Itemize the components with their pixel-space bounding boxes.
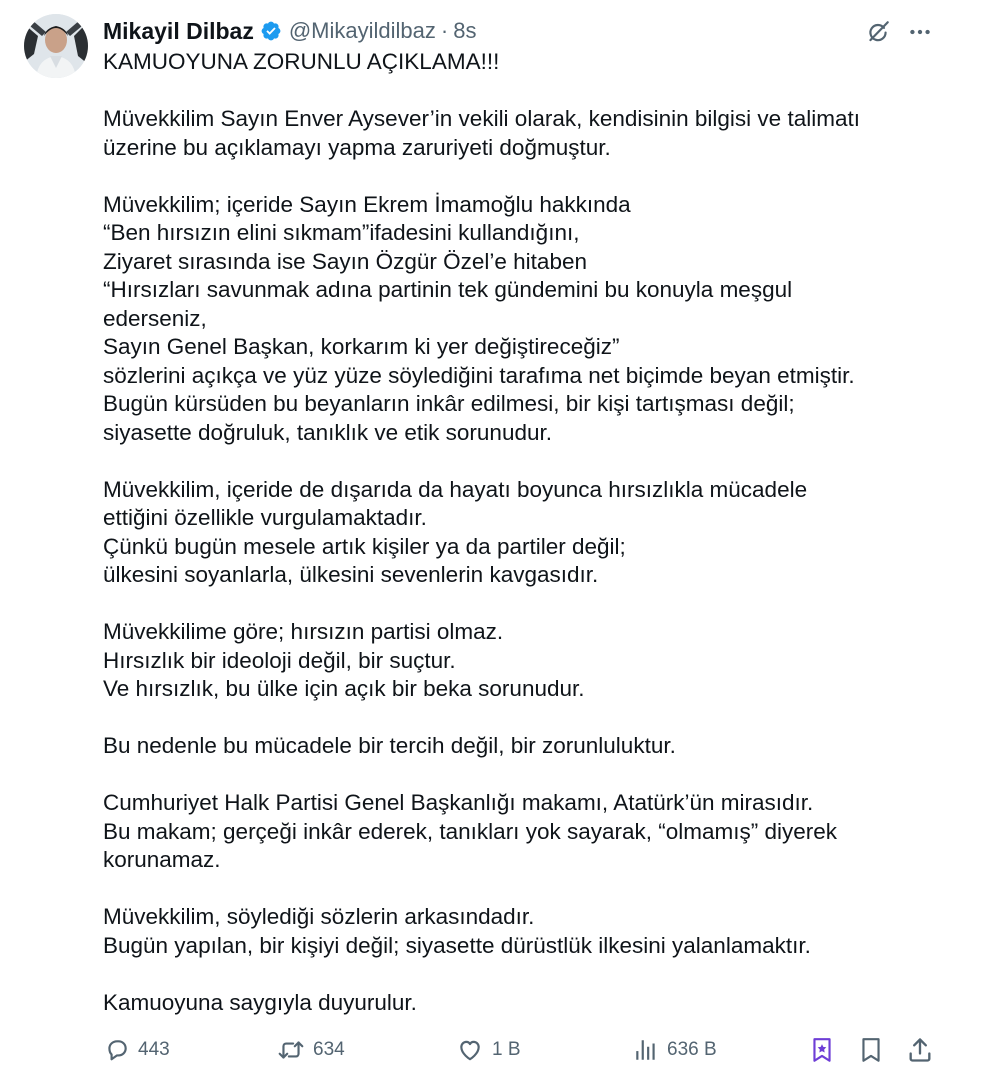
grok-action-icon (809, 1036, 835, 1064)
paragraph-gap (103, 704, 963, 733)
paragraph-gap (103, 875, 963, 904)
tweet-text-line: Bugün yapılan, bir kişiyi değil; siyasette dürüstlük ilkesini yalanlamaktır. (103, 932, 811, 958)
tweet-text-line: Kamuoyuna saygıyla duyurulur. (103, 989, 417, 1015)
tweet-text-line: Sayın Genel Başkan, korkarım ki yer değiştireceğiz” (103, 334, 620, 359)
paragraph-gap (103, 590, 963, 619)
author-handle[interactable]: @Mikayildilbaz (288, 18, 436, 43)
bookmark-button[interactable] (858, 1030, 884, 1070)
avatar[interactable] (24, 14, 88, 78)
author-name[interactable]: Mikayil Dilbaz (103, 17, 254, 44)
tweet-text-line: Ziyaret sırasında ise Sayın Özgür Özel’e hitaben (103, 248, 587, 274)
action-bar (0, 1030, 990, 1070)
tweet-text-line: Müvekkilim, içeride de dışarıda da hayatı boyunca hırsızlıkla mücadele (103, 476, 808, 502)
reply-button[interactable] (104, 1030, 170, 1070)
views-button[interactable] (633, 1030, 717, 1070)
grok-icon[interactable] (862, 16, 894, 48)
verified-badge-icon (260, 20, 282, 42)
tweet-text-line: sözlerini açıkça ve yüz yüze söylediğini tarafıma net biçimde beyan etmiştir. (103, 362, 855, 388)
tweet-text-line: üzerine bu açıklamayı yapma zaruriyeti doğmuştur. (103, 134, 611, 160)
tweet-text-line: “Hırsızları savunmak adına partinin tek gündemini bu konuyla meşgul (103, 277, 793, 302)
paragraph-gap (103, 761, 963, 790)
reply-icon (104, 1037, 130, 1063)
like-icon (456, 1037, 484, 1063)
tweet-timestamp[interactable]: 8s (453, 18, 477, 43)
tweet-header (103, 14, 476, 48)
share-icon (906, 1036, 934, 1064)
bookmark-icon (858, 1036, 884, 1064)
tweet-text-line: Müvekkilime göre; hırsızın partisi olmaz. (103, 619, 504, 644)
tweet-text-line: Bu makam; gerçeği inkâr ederek, tanıkları yok sayarak, “olmamış” diyerek (103, 818, 838, 844)
avatar-photo (24, 14, 88, 78)
tweet-text-line: Müvekkilim; içeride Sayın Ekrem İmamoğlu hakkında (103, 191, 631, 217)
repost-icon (277, 1037, 305, 1063)
paragraph-gap (103, 960, 963, 989)
tweet-text-line: Müvekkilim, söylediği sözlerin arkasındadır. (103, 904, 535, 929)
tweet-text-line: Bugün kürsüden bu beyanların inkâr edilmesi, bir kişi tartışması değil; (103, 391, 795, 416)
tweet-text-line: korunamaz. (103, 847, 221, 872)
paragraph-gap (103, 77, 963, 106)
like-button[interactable] (456, 1030, 521, 1070)
tweet-text-line: siyasette doğruluk, tanıklık ve etik sorunudur. (103, 419, 552, 445)
tweet-text-line: ederseniz, (103, 305, 207, 331)
more-icon[interactable] (904, 16, 936, 48)
reply-count: 443 (138, 1039, 170, 1060)
tweet-text-line: Bu nedenle bu mücadele bir tercih değil, bir zorunluluktur. (103, 733, 676, 758)
paragraph-gap (103, 447, 963, 476)
grok-action-button[interactable] (809, 1030, 835, 1070)
tweet-text-line: Çünkü bugün mesele artık kişiler ya da partiler değil; (103, 533, 626, 559)
tweet-text-line: Cumhuriyet Halk Partisi Genel Başkanlığı makamı, Atatürk’ün mirasıdır. (103, 790, 814, 815)
header-separator: · (440, 18, 449, 43)
views-count: 636 B (667, 1039, 717, 1060)
paragraph-gap (103, 162, 963, 191)
tweet-text-line: ülkesini soyanlarla, ülkesini sevenlerin kavgasıdır. (103, 562, 599, 587)
tweet-text-line: KAMUOYUNA ZORUNLU AÇIKLAMA!!! (103, 49, 500, 74)
tweet-text (103, 48, 963, 1017)
tweet-text-line: Ve hırsızlık, bu ülke için açık bir beka sorunudur. (103, 676, 585, 701)
tweet-text-line: Müvekkilim Sayın Enver Aysever’in vekili olarak, kendisinin bilgisi ve talimatı (103, 106, 860, 131)
tweet-text-line: Hırsızlık bir ideoloji değil, bir suçtur. (103, 647, 456, 673)
repost-button[interactable] (277, 1030, 345, 1070)
views-icon (633, 1037, 659, 1063)
like-count: 1 B (492, 1039, 521, 1060)
tweet-text-line: ettiğini özellikle vurgulamaktadır. (103, 505, 427, 530)
share-button[interactable] (906, 1030, 934, 1070)
tweet-text-line: “Ben hırsızın elini sıkmam”ifadesini kullandığını, (103, 220, 580, 245)
repost-count: 634 (313, 1039, 345, 1060)
